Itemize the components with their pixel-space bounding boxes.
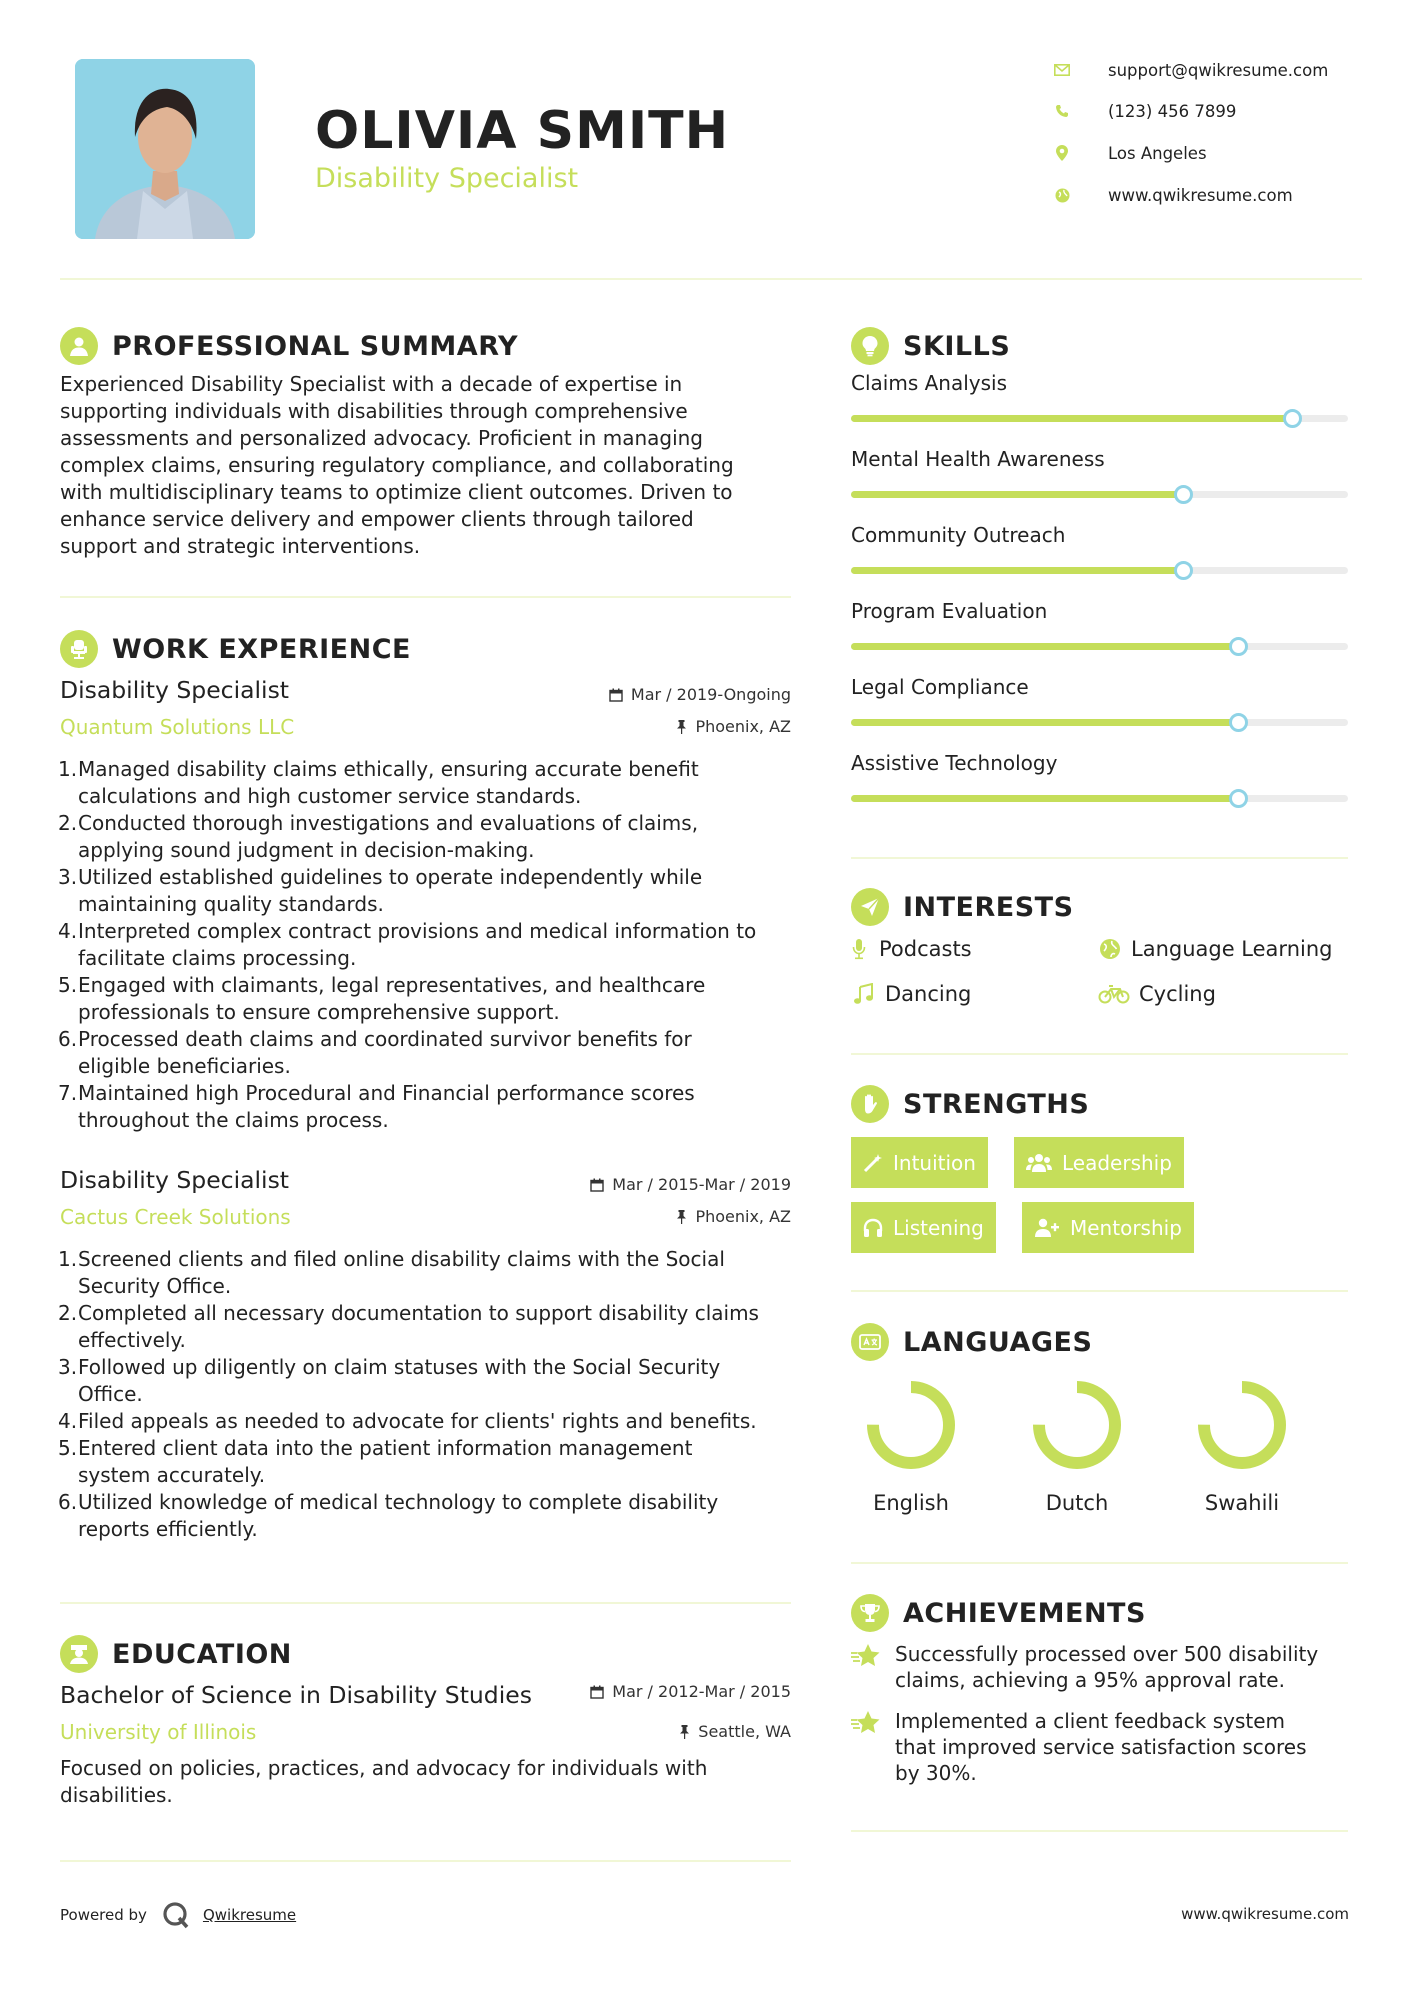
achievements-divider <box>851 1830 1348 1832</box>
education-title: EDUCATION <box>112 1638 292 1670</box>
skill-bar-knob <box>1174 561 1193 580</box>
skill-bar <box>851 491 1348 498</box>
pushpin-icon <box>676 720 687 734</box>
phone-icon <box>1052 101 1072 121</box>
summary-line: Experienced Disability Specialist with a decade of expertise in <box>60 372 683 396</box>
strength-listening <box>851 1202 996 1253</box>
job-duties <box>60 756 800 1134</box>
qwikresume-logo-icon <box>161 1900 191 1930</box>
music-note-icon <box>851 981 877 1007</box>
duty-item: 6. Processed death claims and coordinated survivor benefits for eligible beneficiaries. <box>58 1027 692 1078</box>
skills-divider <box>851 857 1348 859</box>
summary-line: assessments and personalized advocacy. Proficient in managing <box>60 426 703 450</box>
languages-title: LANGUAGES <box>903 1326 1093 1358</box>
skill-bar-fill <box>851 643 1239 650</box>
duty-item: 6. Utilized knowledge of medical technology to complete disability reports efficiently. <box>58 1490 719 1541</box>
education-line: disabilities. <box>60 1783 173 1807</box>
candidate-role: Disability Specialist <box>315 163 579 194</box>
job-company: Cactus Creek Solutions <box>60 1205 291 1229</box>
summary-text <box>60 371 800 560</box>
experience-title: WORK EXPERIENCE <box>112 633 411 665</box>
achievement-line: Successfully processed over 500 disability <box>895 1642 1319 1666</box>
strength-label: Mentorship <box>1070 1215 1182 1240</box>
microphone-icon <box>851 936 867 962</box>
skill-bar-fill <box>851 491 1184 498</box>
skill-label: Assistive Technology <box>851 751 1058 775</box>
pushpin-icon <box>679 1725 690 1739</box>
job-location-text: Phoenix, AZ <box>695 1207 791 1226</box>
education-location <box>679 1722 791 1741</box>
skills-heading <box>851 326 1010 366</box>
skill-label: Legal Compliance <box>851 675 1029 699</box>
contact-website[interactable] <box>1052 180 1372 210</box>
duty-item: 5. Engaged with claimants, legal representatives, and healthcare professionals to ensure comprehensive support. <box>58 973 706 1024</box>
powered-by-text: Powered by <box>60 1906 147 1924</box>
skill-bar-fill <box>851 795 1239 802</box>
skill-bar <box>851 795 1348 802</box>
interest-label: Cycling <box>1139 982 1216 1006</box>
experience-divider <box>60 1602 791 1604</box>
interest-label: Dancing <box>885 982 972 1006</box>
education-description <box>60 1755 800 1809</box>
language-label: English <box>873 1491 949 1515</box>
language-item <box>851 1377 971 1515</box>
strengths-divider <box>851 1290 1348 1292</box>
job-title: Disability Specialist <box>60 1166 290 1194</box>
skill-bar <box>851 567 1348 574</box>
job-date-text: Mar / 2015-Mar / 2019 <box>612 1175 791 1194</box>
duty-item: 3. Followed up diligently on claim statuses with the Social Security Office. <box>58 1355 721 1406</box>
envelope-icon <box>1052 60 1072 80</box>
interest-cycling <box>1097 981 1216 1007</box>
languages-heading <box>851 1322 1092 1362</box>
contact-location-text: Los Angeles <box>1108 143 1207 163</box>
skill-bar-knob <box>1229 637 1248 656</box>
footer-website[interactable]: www.qwikresume.com <box>1181 1905 1349 1923</box>
candidate-name: OLIVIA SMITH <box>315 101 730 161</box>
magic-wand-icon <box>863 1153 883 1173</box>
skill-bar-knob <box>1229 713 1248 732</box>
experience-heading <box>60 629 411 669</box>
language-ring <box>863 1377 959 1473</box>
skill-bar-fill <box>851 567 1184 574</box>
contact-location <box>1052 138 1372 168</box>
footer-powered-by <box>60 1900 296 1930</box>
graduate-icon <box>60 1635 98 1673</box>
language-ring <box>1029 1377 1125 1473</box>
job-date <box>590 1175 791 1194</box>
education-date <box>590 1682 791 1701</box>
lightbulb-icon <box>851 327 889 365</box>
language-label: Swahili <box>1204 1491 1280 1515</box>
user-plus-icon <box>1034 1218 1060 1238</box>
bicycle-icon <box>1097 981 1131 1007</box>
skill-bar-fill <box>851 719 1239 726</box>
duty-item: 4. Interpreted complex contract provisions and medical information to facilitate claims processing. <box>58 919 757 970</box>
achievement-line: by 30%. <box>895 1761 977 1785</box>
header-divider <box>60 278 1362 280</box>
interest-label: Language Learning <box>1131 937 1333 961</box>
job-date-text: Mar / 2019-Ongoing <box>630 685 791 704</box>
summary-line: enhance service delivery and empower clients through tailored <box>60 507 694 531</box>
achievement-item <box>851 1641 1351 1693</box>
duty-item: 1. Screened clients and filed online disability claims with the Social Security Office. <box>58 1247 725 1298</box>
headphones-icon <box>863 1218 883 1238</box>
achievement-line: that improved service satisfaction scores <box>895 1735 1307 1759</box>
strength-mentorship <box>1022 1202 1194 1253</box>
map-marker-icon <box>1052 143 1072 163</box>
interest-language-learning <box>1097 936 1332 962</box>
skill-bar-fill <box>851 415 1293 422</box>
language-ring-arc <box>873 1387 949 1463</box>
qwikresume-link[interactable]: Qwikresume <box>202 1906 297 1924</box>
summary-line: support and strategic interventions. <box>60 534 421 558</box>
duty-item: 1. Managed disability claims ethically, ensuring accurate benefit calculations and high customer service standards. <box>58 757 699 808</box>
skill-bar <box>851 643 1348 650</box>
hand-icon <box>851 1085 889 1123</box>
duty-item: 4. Filed appeals as needed to advocate for clients' rights and benefits. <box>58 1409 757 1433</box>
achievement-line: claims, achieving a 95% approval rate. <box>895 1668 1285 1692</box>
skills-title: SKILLS <box>903 330 1011 362</box>
duty-item: 2. Completed all necessary documentation to support disability claims effectively. <box>58 1301 759 1352</box>
duty-item: 2. Conducted thorough investigations and evaluations of claims, applying sound judgment in decision-making. <box>58 811 699 862</box>
contact-email[interactable] <box>1052 55 1372 85</box>
language-icon <box>851 1323 889 1361</box>
skill-label: Program Evaluation <box>851 599 1048 623</box>
strength-label: Listening <box>893 1215 984 1240</box>
interests-heading <box>851 887 1074 927</box>
contact-phone[interactable] <box>1052 96 1372 126</box>
skill-bar-knob <box>1229 789 1248 808</box>
user-icon <box>60 327 98 365</box>
language-ring-arc <box>1039 1387 1115 1463</box>
language-item <box>1017 1377 1137 1515</box>
globe-icon <box>1052 185 1072 205</box>
education-line: Focused on policies, practices, and advocacy for individuals with <box>60 1756 708 1780</box>
interests-title: INTERESTS <box>903 891 1074 923</box>
users-icon <box>1026 1153 1052 1173</box>
summary-title: PROFESSIONAL SUMMARY <box>112 330 519 362</box>
paper-plane-icon <box>851 888 889 926</box>
pushpin-icon <box>676 1210 687 1224</box>
language-item <box>1182 1377 1302 1515</box>
strength-leadership <box>1014 1137 1184 1188</box>
strength-label: Intuition <box>893 1150 976 1175</box>
skill-bar-knob <box>1174 485 1193 504</box>
language-ring-arc <box>1204 1387 1280 1463</box>
summary-line: complex claims, ensuring regulatory compliance, and collaborating <box>60 453 734 477</box>
calendar-icon <box>590 1685 604 1699</box>
skill-bar-knob <box>1283 409 1302 428</box>
summary-divider <box>60 596 791 598</box>
strengths-heading <box>851 1084 1089 1124</box>
strength-label: Leadership <box>1062 1150 1172 1175</box>
job-duties <box>60 1246 800 1543</box>
education-divider <box>60 1860 791 1862</box>
duty-item: 3. Utilized established guidelines to operate independently while maintaining quality standards. <box>58 865 703 916</box>
summary-heading <box>60 326 518 366</box>
summary-line: with multidisciplinary teams to optimize client outcomes. Driven to <box>60 480 733 504</box>
chair-icon <box>60 630 98 668</box>
contact-email-text: support@qwikresume.com <box>1108 60 1329 80</box>
interest-label: Podcasts <box>879 937 972 961</box>
achievement-line: Implemented a client feedback system <box>895 1709 1286 1733</box>
strengths-title: STRENGTHS <box>903 1088 1090 1120</box>
contact-website-text: www.qwikresume.com <box>1108 185 1293 205</box>
interest-podcasts <box>851 936 972 962</box>
job-location-text: Phoenix, AZ <box>695 717 791 736</box>
star-icon <box>851 1643 881 1693</box>
education-heading <box>60 1634 292 1674</box>
interests-divider <box>851 1053 1348 1055</box>
calendar-icon <box>609 688 623 702</box>
skill-bar <box>851 719 1348 726</box>
trophy-icon <box>851 1594 889 1632</box>
contact-phone-text: (123) 456 7899 <box>1108 101 1237 121</box>
skill-label: Claims Analysis <box>851 371 1007 395</box>
job-location <box>676 1207 791 1226</box>
achievements-heading <box>851 1593 1146 1633</box>
achievements-title: ACHIEVEMENTS <box>903 1597 1146 1629</box>
duty-item: 7. Maintained high Procedural and Financial performance scores throughout the claims process. <box>58 1081 695 1132</box>
job-title: Disability Specialist <box>60 676 290 704</box>
languages-divider <box>851 1562 1348 1564</box>
achievement-item <box>851 1708 1351 1786</box>
summary-line: supporting individuals with disabilities through comprehensive <box>60 399 688 423</box>
language-ring <box>1194 1377 1290 1473</box>
education-location-text: Seattle, WA <box>698 1722 791 1741</box>
language-label: Dutch <box>1045 1491 1109 1515</box>
duty-item: 5. Entered client data into the patient information management system accurately. <box>58 1436 693 1487</box>
profile-photo <box>75 59 255 239</box>
school-name: University of Illinois <box>60 1720 257 1744</box>
job-location <box>676 717 791 736</box>
skill-bar <box>851 415 1348 422</box>
calendar-icon <box>590 1178 604 1192</box>
star-icon <box>851 1710 881 1786</box>
interest-dancing <box>851 981 971 1007</box>
globe-icon <box>1097 936 1123 962</box>
skill-label: Community Outreach <box>851 523 1066 547</box>
strength-intuition <box>851 1137 988 1188</box>
degree-title: Bachelor of Science in Disability Studies <box>60 1681 532 1709</box>
job-company: Quantum Solutions LLC <box>60 715 295 739</box>
skill-label: Mental Health Awareness <box>851 447 1105 471</box>
job-date <box>609 685 791 704</box>
education-date-text: Mar / 2012-Mar / 2015 <box>612 1682 791 1701</box>
